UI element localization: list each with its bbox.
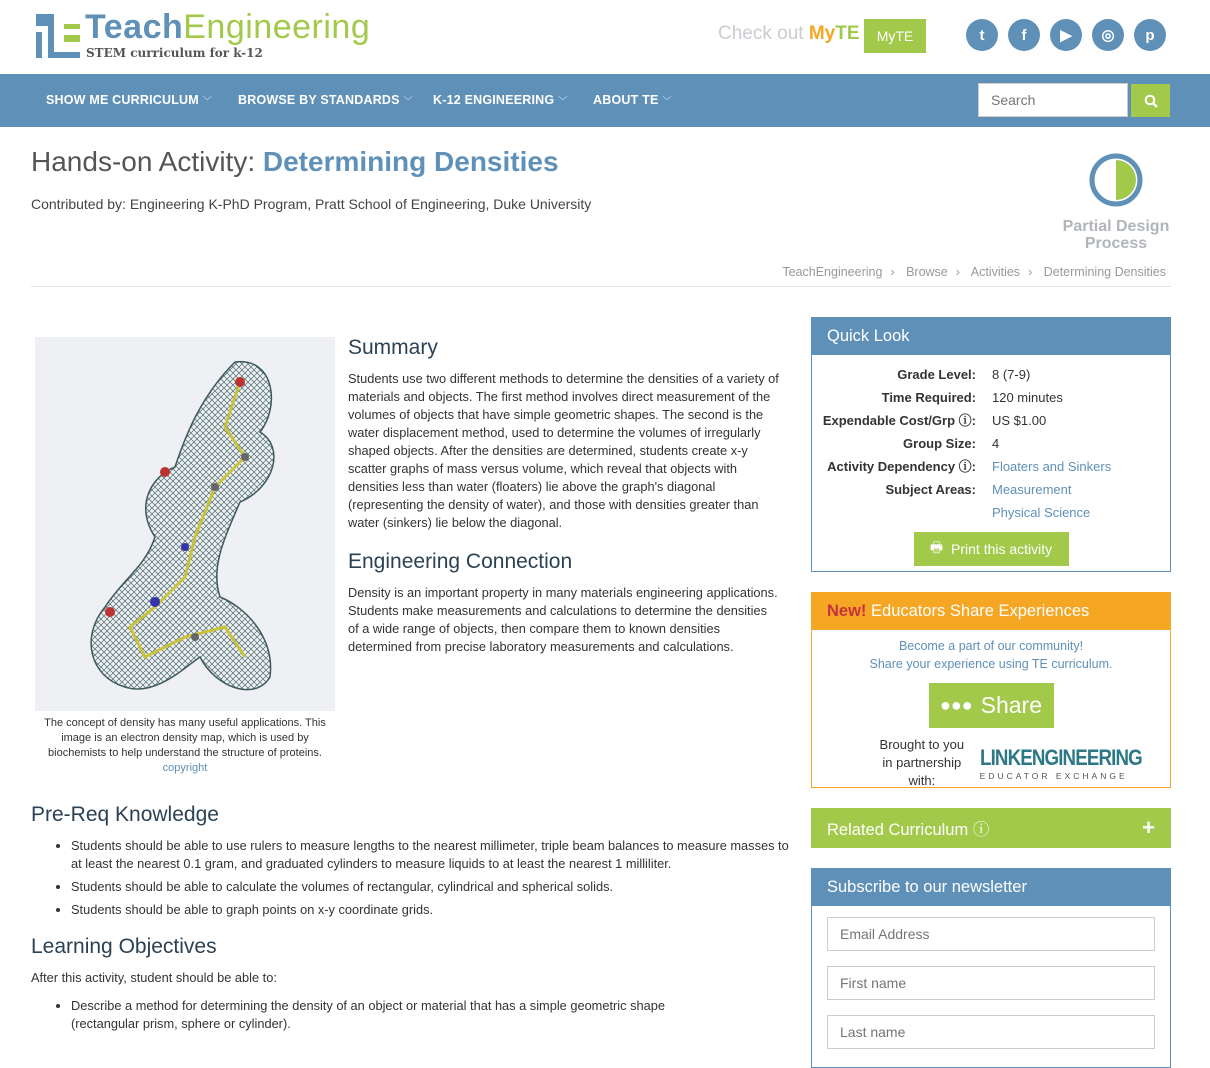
related-curriculum-toggle[interactable]: Related Curriculum ⓘ + <box>811 808 1171 848</box>
search-button[interactable] <box>1131 84 1170 117</box>
prereq-item: • Students should be able to use rulers to measure lengths to the nearest millimeter, triple beam balances to measure masses to at least the nearest 0.1 gram, and graduated cylinders to measure liquids to at least the nearest 1 milliliter. <box>71 837 791 873</box>
prereq-item: • Students should be able to calculate the volumes of rectangular, cylindrical and spherical solids. <box>71 878 791 896</box>
prereq-heading: Pre-Req Knowledge <box>31 803 219 826</box>
tagline: STEM curriculum for k-12 <box>86 46 263 60</box>
print-icon: 🖶 <box>929 539 944 555</box>
search-icon <box>1144 94 1158 108</box>
page-title: Hands-on Activity: Determining Densities <box>31 146 559 177</box>
breadcrumb: TeachEngineering › Browse › Activities › Determining Densities <box>782 265 1166 279</box>
quick-look-panel <box>811 317 1171 572</box>
chevron-down-icon: ﹀ <box>202 96 213 106</box>
chevron-down-icon: ﹀ <box>558 96 568 106</box>
divider <box>31 286 1171 287</box>
partnership-text: Brought to you in partnership with: <box>879 737 965 788</box>
share-heading: Educators Share Experiences <box>871 602 1090 620</box>
share-line-2: Share your experience using TE curriculum. <box>869 657 1113 671</box>
chevron-down-icon: ﹀ <box>662 96 672 106</box>
nav-k12-engineering[interactable]: K-12 ENGINEERING ﹀ <box>433 93 568 107</box>
breadcrumb-activities[interactable]: Activities <box>970 265 1021 279</box>
prereq-item: • Students should be able to graph points on x-y coordinate grids. <box>71 901 791 919</box>
objective-item: • Describe a method for determining the density of an object or material that has a simple geometric shape (rectangular prism, sphere or cylinder). <box>71 997 731 1033</box>
quick-look-row: Activity Dependency ⓘ: Floaters and Sinkers <box>812 455 1170 478</box>
nav-about-te[interactable]: ABOUT TE ﹀ <box>593 93 672 107</box>
last-name-field[interactable] <box>827 1015 1155 1049</box>
info-icon[interactable]: ⓘ: <box>955 413 976 428</box>
quick-look-link[interactable]: Physical Science <box>992 505 1091 520</box>
breadcrumb-current: Determining Densities <box>1043 265 1166 279</box>
info-icon[interactable]: ⓘ: <box>955 459 976 474</box>
learning-objectives-heading: Learning Objectives <box>31 935 217 958</box>
quick-look-row: Subject Areas: Measurement Physical Science <box>812 478 1170 524</box>
youtube-icon[interactable]: ▶ <box>1050 19 1082 51</box>
linkengineering-logo[interactable]: LINKENGINEERING EDUCATOR EXCHANGE <box>979 745 1142 781</box>
newsletter-heading: Subscribe to our newsletter <box>812 869 1170 906</box>
share-line-1: Become a part of our community! <box>898 639 1084 653</box>
electron-density-map-image <box>35 337 335 711</box>
share-experiences-panel <box>811 592 1171 788</box>
breadcrumb-teachengineering[interactable]: TeachEngineering <box>782 265 883 279</box>
nav-browse-by-standards[interactable]: BROWSE BY STANDARDS ﹀ <box>238 93 413 107</box>
twitter-icon[interactable]: t <box>966 19 998 51</box>
first-name-field[interactable] <box>827 966 1155 1000</box>
quick-look-heading: Quick Look <box>812 318 1170 355</box>
quick-look-row: Group Size: 4 <box>903 436 1000 451</box>
info-icon: ⓘ <box>972 821 990 839</box>
share-button[interactable]: ●●● Share <box>929 683 1054 728</box>
teachengineering-logo-icon[interactable] <box>36 14 80 58</box>
copyright-link[interactable]: copyright <box>162 762 208 774</box>
new-badge: New! <box>827 602 867 620</box>
email-field[interactable] <box>827 917 1155 951</box>
check-out-myte[interactable]: Check out MyTE <box>718 23 860 44</box>
instagram-icon[interactable]: ◎ <box>1092 19 1124 51</box>
engineering-connection-text: Density is an important property in many materials engineering applications. Students make measurements and calculations to determine the densities of a wide range of objects, then compare them to known densities determined from precise laboratory measurements and calculations. <box>348 585 778 654</box>
summary-heading: Summary <box>348 336 438 359</box>
partial-design-process-icon[interactable] <box>1088 152 1144 208</box>
objectives-intro: After this activity, student should be able to: <box>31 970 277 985</box>
breadcrumb-browse[interactable]: Browse <box>906 265 948 279</box>
quick-look-row: Grade Level: 8 (7-9) <box>897 367 1031 382</box>
quick-look-link[interactable]: Measurement <box>992 482 1072 497</box>
logo-wordmark[interactable]: TeachEngineering <box>85 8 371 46</box>
engineering-connection-heading: Engineering Connection <box>348 550 573 573</box>
figure-caption: The concept of density has many useful applications. This image is an electron density map, which is used by biochemists to help understand the structure of proteins. copyright <box>44 717 326 774</box>
quick-look-link[interactable]: Floaters and Sinkers <box>992 459 1112 474</box>
search-input[interactable] <box>978 83 1128 117</box>
nav-show-me-curriculum[interactable]: SHOW ME CURRICULUM ﹀ <box>46 93 213 107</box>
myte-button[interactable]: MyTE <box>864 19 926 53</box>
plus-icon: + <box>1142 815 1155 840</box>
summary-text: Students use two different methods to determine the densities of a variety of materials and objects. The first method involves direct measurement of the volumes of objects that have simple geometric shapes. The second is the water displacement method, used to determine the volumes of irregularly shaped objects. After the densities are determined, students create x-y scatter graphs of mass versus volume, which reveal that objects with densities less than water (floaters) lie above the graph's diagonal (representing the density of water), and those with densities greater than water (sinkers) lie below the diagonal. <box>348 371 779 530</box>
facebook-icon[interactable]: f <box>1008 19 1040 51</box>
users-icon: ●●● <box>940 695 973 715</box>
contributor: Contributed by: Engineering K-PhD Program, Pratt School of Engineering, Duke University <box>31 196 592 212</box>
design-process-label: Partial Design Process <box>1062 218 1170 252</box>
quick-look-row: Time Required: 120 minutes <box>881 390 1063 405</box>
pinterest-icon[interactable]: p <box>1134 19 1166 51</box>
quick-look-row: Expendable Cost/Grp ⓘ: US $1.00 <box>822 413 1047 428</box>
chevron-down-icon: ﹀ <box>403 96 413 106</box>
print-activity-button[interactable]: 🖶 Print this activity <box>914 532 1069 566</box>
